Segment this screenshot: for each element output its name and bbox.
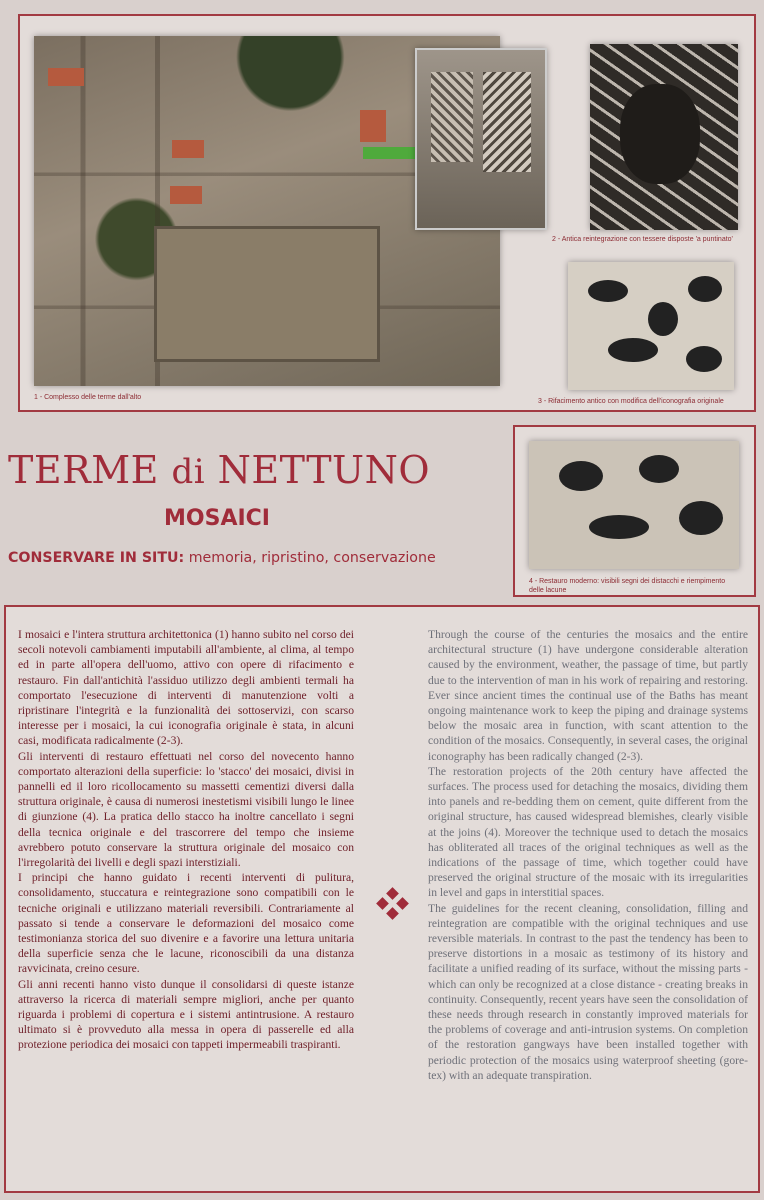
mosaic-closeup-photo <box>590 44 738 230</box>
page-title <box>8 448 430 492</box>
sea-creature <box>639 455 679 483</box>
ornament-icon <box>378 889 408 919</box>
roof <box>360 110 386 142</box>
italian-column <box>18 627 354 1053</box>
courtyard <box>154 226 380 362</box>
sea-creature <box>648 302 678 336</box>
restoration-photo-panel <box>513 425 756 597</box>
title-part: di <box>171 452 206 492</box>
sea-creature <box>608 338 658 362</box>
tagline-rest: memoria, ripristino, conservazione <box>184 550 436 566</box>
english-paragraph: Through the course of the centuries the mosaics and the entire architectural structure (1) have undergone considerable alteration caused by the environment, weather, the passage of time, but partly due to the intervention of man in his work of repairing and restoring. Ever since ancient times the continual use of the Baths has meant ongoing maintenance work to keep the piping and drainage systems below the mosaic area in function, with scant attention to the condition of the mosaics. Consequently, in several cases, the original iconography has been radically changed (2-3). <box>428 628 748 763</box>
english-paragraph: The restoration projects of the 20th century have affected the surfaces. The process used for detaching the mosaics, dividing them into panels and re-bedding them on cement, quite different from the original structure, has caused widespread blemishes, clearly visible at the joins (4). Moreover the technique used to detach the mosaics has obliterated all traces of the original techniques as well as the indications of the passage of time, which together could have preserved the original structure of the mosaic with its irregularities in level and gaps in interstitial spaces. <box>428 764 748 900</box>
sea-creature <box>589 515 649 539</box>
text-panel <box>4 605 760 1193</box>
caption-4: 4 - Restauro moderno: visibili segni dei distacchi e riempimento delle lacune <box>529 578 726 594</box>
mosaic-detail <box>483 72 531 172</box>
italian-paragraph: Gli anni recenti hanno visto dunque il consolidarsi di queste istanze attraverso la ricerca di materiali sempre migliori, anche per quanto riguarda i problemi di copertura e i sistemi antintrusione. A restauro ultimato si è provveduto alla messa in opera di passerelle ed alla protezione periodica dei mosaici con tappeti impermeabili traspiranti. <box>18 977 354 1052</box>
modern-restoration-photo <box>529 441 739 569</box>
caption-1: 1 - Complesso delle terme dall'alto <box>34 394 142 401</box>
title-part: NETTUNO <box>205 448 430 492</box>
sea-creature <box>588 280 628 302</box>
english-paragraph: The guidelines for the recent cleaning, consolidation, filling and reintegration are compatible with the original techniques and use reversible materials. In contrast to the past the tendency has been to preserve distortions in a mosaic as testimony of its history and facilitate a unified reading of its surface, without the missing parts - which can only be recognized at a close distance - creating breaks in continuity. Consequently, recent years have seen the consolidation of these needs through research in constantly improved materials for the problems of coverage and anti-intrusion systems. On completion of the restoration gangways have been installed together with periodic protection of the mosaics using waterproof sheeting (gore-tex) with an adequate transpiration. <box>428 901 748 1082</box>
sea-creatures-photo <box>568 262 734 390</box>
page-subtitle: MOSAICI <box>164 506 270 531</box>
mosaic-inset-photo <box>415 48 547 230</box>
roof <box>170 186 202 204</box>
photo-panel <box>18 14 756 412</box>
sea-creature <box>688 276 722 302</box>
roof <box>48 68 84 86</box>
italian-paragraph: I principi che hanno guidato i recenti interventi di pulitura, consolidamento, stuccatura e reintegrazione sono compatibili con le tecniche originali e utilizzano materiali reversibili. Contrariamente al passato si tende a conservare le deformazioni del mosaico come testimonianza storica del suo divenire e a favorire una lettura unitaria della superficie senza che le lacune, riconoscibili da una distanza ravvicinata, creino cesure. <box>18 871 354 976</box>
tagline-bold: CONSERVARE IN SITU: <box>8 550 185 566</box>
italian-paragraph: I mosaici e l'intera struttura architettonica (1) hanno subito nel corso dei secoli notevoli cambiamenti imputabili all'ambiente, al clima, al tempo ed in parte all'opera dell'uomo, attivo con opere di rifacimento e restauro. Fin dall'antichità l'assiduo utilizzo degli ambienti termali ha comportato l'esecuzione di interventi di manutenzione volti a ripristinare l'integrità e la funzionalità dei sottoservizi, con scarso interesse per i mosaici, la cui iconografia originale è stata, in alcuni casi, modificata radicalmente (2-3). <box>18 628 354 748</box>
sea-creature <box>559 461 603 491</box>
caption-3: 3 - Rifacimento antico con modifica dell'iconografia originale <box>538 398 724 405</box>
mosaic-detail <box>431 72 473 162</box>
sea-creature <box>679 501 723 535</box>
caption-2: 2 - Antica reintegrazione con tessere disposte 'a puntinato' <box>552 236 733 243</box>
tagline <box>8 550 436 566</box>
title-part: TERME <box>8 448 172 492</box>
english-column <box>428 627 748 1083</box>
italian-paragraph: Gli interventi di restauro effettuati nel corso del novecento hanno comportato alterazioni della superficie: lo 'stacco' dei mosaici, divisi in pannelli ed il loro ricollocamento su massetti cementizi diversi dalla struttura originale, è causa di numerosi inestetismi visibili lungo le linee di giunzione (4). La pratica dello stacco ha inoltre cancellato i segni della tecnica originale e del trascorrere del tempo che insieme avrebbero potuto conservare la struttura originale del mosaico con l'irregolarità dei livelli e degli spazi interstiziali. <box>18 749 354 870</box>
sea-creature <box>686 346 722 372</box>
roof <box>172 140 204 158</box>
